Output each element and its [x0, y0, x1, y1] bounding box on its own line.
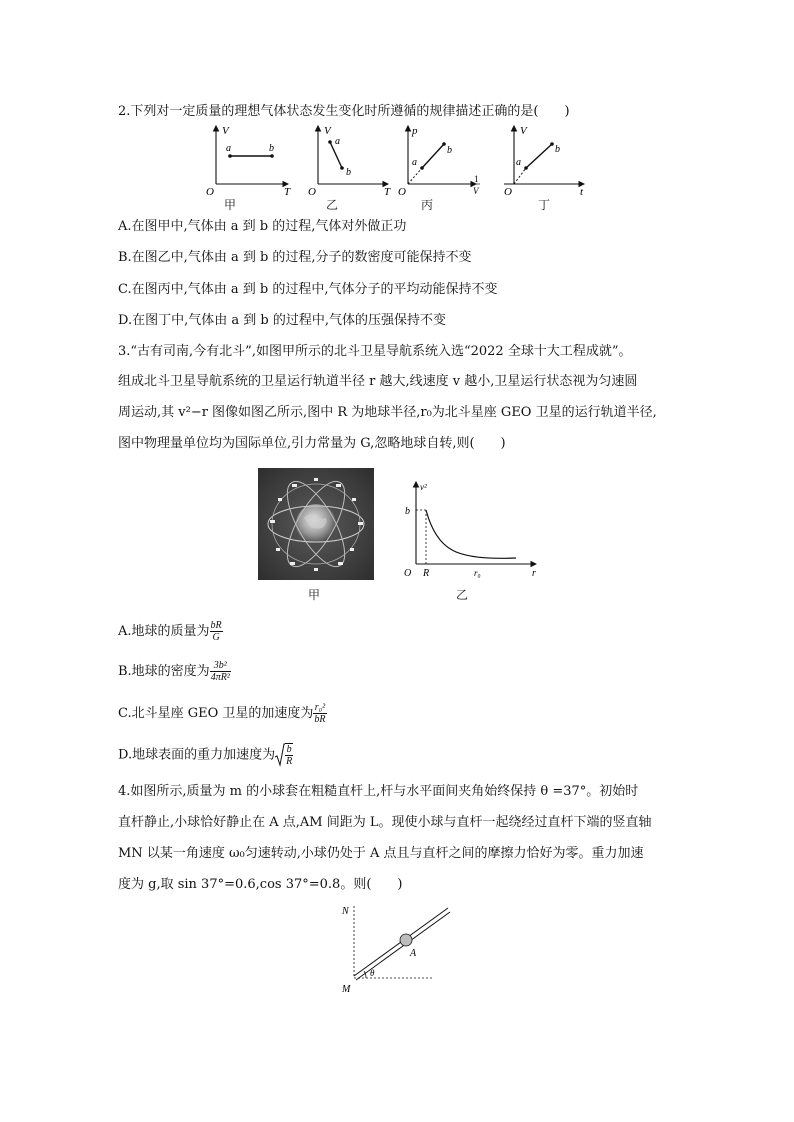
graph-bing-origin: O	[398, 186, 406, 198]
q3-option-d-denominator: R	[286, 756, 293, 767]
q4-line1: 4.如图所示,质量为 m 的小球套在粗糙直杆上,杆与水平面间夹角始终保持 θ =37°。初始时	[118, 784, 639, 799]
graph-ding-caption: 丁	[538, 198, 551, 212]
q3-option-d	[118, 743, 293, 767]
q4-line4: 度为 g,取 sin 37°=0.6,cos 37°=0.8。则( )	[118, 877, 403, 892]
graph-bing-yaxis: p	[412, 125, 418, 137]
rod-ball-figure	[336, 900, 460, 996]
q3-option-a-denominator: G	[212, 632, 220, 643]
graph-ding-a: a	[516, 157, 521, 168]
graph-ding	[504, 125, 584, 198]
v2r-xtick-R: R	[423, 568, 430, 579]
q3-option-d-numerator: b	[286, 744, 292, 755]
q3-option-c-text: C.北斗星座 GEO 卫星的加速度为	[118, 706, 314, 721]
q2-option-d: D.在图丁中,气体由 a 到 b 的过程中,气体的压强保持不变	[118, 313, 446, 328]
q2-option-b: B.在图乙中,气体由 a 到 b 的过程,分子的数密度可能保持不变	[118, 250, 472, 265]
graph-yi-xaxis: T	[384, 186, 391, 198]
graph-yi	[308, 125, 391, 198]
label-N: N	[342, 906, 349, 917]
graph-ding-yaxis: V	[520, 125, 527, 137]
graph-yi-origin: O	[308, 186, 316, 198]
v2r-ytick-b: b	[405, 506, 410, 517]
q4-line2: 直杆静止,小球恰好静止在 A 点,AM 间距为 L。现使小球与直杆一起绕经过直杆下端的竖直轴	[118, 815, 652, 830]
sqrt-sign-icon	[275, 743, 285, 767]
q3-option-c-numerator: r₀²	[314, 702, 326, 713]
q3-option-c-denominator: bR	[314, 714, 326, 725]
graph-yi-b: b	[346, 167, 351, 178]
fig-yi-caption: 乙	[456, 588, 469, 602]
q2-stem: 2.下列对一定质量的理想气体状态发生变化时所遵循的规律描述正确的是( )	[118, 104, 570, 119]
q3-option-a	[118, 620, 223, 643]
fig-jia-caption: 甲	[308, 588, 321, 602]
graph-bing-caption: 丙	[421, 198, 434, 212]
q3-option-d-fraction	[285, 743, 293, 767]
q3-option-b-fraction	[210, 660, 231, 683]
graph-jia-xaxis: T	[284, 186, 291, 198]
v2-r-graph	[396, 478, 546, 586]
graph-bing-xaxis-den: V	[473, 186, 479, 196]
q3-option-a-numerator: bR	[210, 620, 222, 631]
graph-bing-b: b	[447, 145, 452, 156]
q3-option-b	[118, 660, 231, 683]
label-M: M	[342, 984, 351, 995]
q3-line1: 3.“古有司南,今有北斗”,如图甲所示的北斗卫星导航系统入选“2022 全球十大工程成就”。	[118, 344, 632, 359]
graph-ding-origin: O	[504, 186, 512, 198]
q3-line4: 图中物理量单位均为国际单位,引力常量为 G,忽略地球自转,则( )	[118, 436, 506, 451]
graph-ding-b: b	[555, 144, 560, 155]
q3-option-c	[118, 702, 327, 725]
q3-option-d-text: D.地球表面的重力加速度为	[118, 747, 276, 763]
q3-option-b-denominator: 4πR²	[210, 672, 230, 683]
q2-option-c: C.在图丙中,气体由 a 到 b 的过程中,气体分子的平均动能保持不变	[118, 282, 498, 297]
label-theta: θ	[370, 968, 375, 978]
graph-jia-b: b	[269, 143, 274, 154]
q3-option-b-text: B.地球的密度为	[118, 664, 210, 679]
v2r-origin: O	[404, 568, 412, 579]
q3-option-c-fraction	[313, 702, 326, 725]
v2r-yaxis: v²	[420, 482, 427, 492]
graph-jia	[206, 125, 291, 198]
graph-yi-yaxis: V	[324, 125, 331, 137]
graph-jia-origin: O	[206, 186, 214, 198]
q2-option-a: A.在图甲中,气体由 a 到 b 的过程,气体对外做正功	[118, 219, 407, 234]
graph-yi-a: a	[335, 136, 340, 147]
q4-line3: MN 以某一角速度 ω₀匀速转动,小球仍处于 A 点且与直杆之间的摩擦力恰好为零。重力加速	[118, 846, 644, 861]
q3-option-a-text: A.地球的质量为	[118, 624, 210, 639]
q3-option-a-fraction	[210, 620, 223, 643]
graph-bing-xaxis-num: 1	[474, 174, 479, 184]
beidou-constellation-image	[258, 468, 374, 580]
graph-yi-caption: 乙	[326, 198, 339, 212]
graph-jia-yaxis: V	[222, 125, 229, 137]
q3-line2: 组成北斗卫星导航系统的卫星运行轨道半径 r 越大,线速度 v 越小,卫星运行状态视为匀速圆	[118, 374, 638, 389]
q3-line3: 周运动,其 v²−r 图像如图乙所示,图中 R 为地球半径,r₀为北斗星座 GEO 卫星的运行轨道半径,	[118, 405, 657, 420]
q2-graphs	[196, 122, 596, 210]
v2r-xtick-r0: r₀	[474, 568, 481, 578]
graph-bing	[398, 125, 480, 198]
graph-jia-a: a	[226, 143, 231, 154]
graph-bing-a: a	[412, 157, 417, 168]
v2r-xaxis: r	[532, 568, 536, 579]
q3-option-b-numerator: 3b²	[210, 660, 231, 672]
label-A: A	[410, 948, 417, 959]
graph-ding-xaxis: t	[580, 186, 584, 198]
graph-jia-caption: 甲	[224, 198, 237, 212]
